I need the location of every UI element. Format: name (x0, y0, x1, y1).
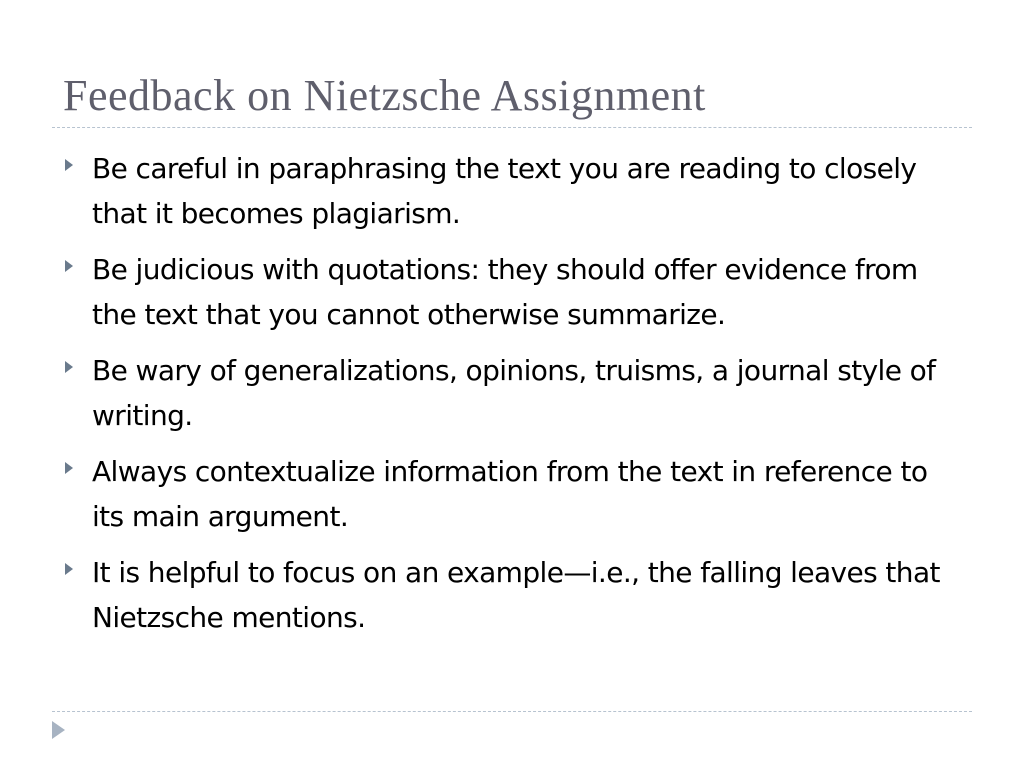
triangle-right-icon (65, 462, 73, 474)
play-arrow-icon[interactable] (52, 721, 65, 739)
triangle-right-icon (65, 563, 73, 575)
bullet-text: Be judicious with quotations: they should offer evidence from the text that you cannot otherwise summarize. (92, 253, 918, 331)
bullet-text: It is helpful to focus on an example—i.e., the falling leaves that Nietzsche mentions. (92, 556, 940, 634)
bullet-text: Be wary of generalizations, opinions, truisms, a journal style of writing. (92, 354, 936, 432)
triangle-right-icon (65, 159, 73, 171)
bullet-text: Always contextualize information from the text in reference to its main argument. (92, 455, 928, 533)
list-item (62, 449, 962, 539)
bullet-list (62, 146, 962, 651)
list-item (62, 550, 962, 640)
list-item (62, 348, 962, 438)
bullet-text: Be careful in paraphrasing the text you are reading to closely that it becomes plagiarism. (92, 152, 917, 230)
slide-title: Feedback on Nietzsche Assignment (63, 71, 706, 120)
list-item (62, 247, 962, 337)
title-divider (52, 127, 972, 128)
triangle-right-icon (65, 361, 73, 373)
footer-divider (52, 711, 972, 712)
list-item (62, 146, 962, 236)
triangle-right-icon (65, 260, 73, 272)
